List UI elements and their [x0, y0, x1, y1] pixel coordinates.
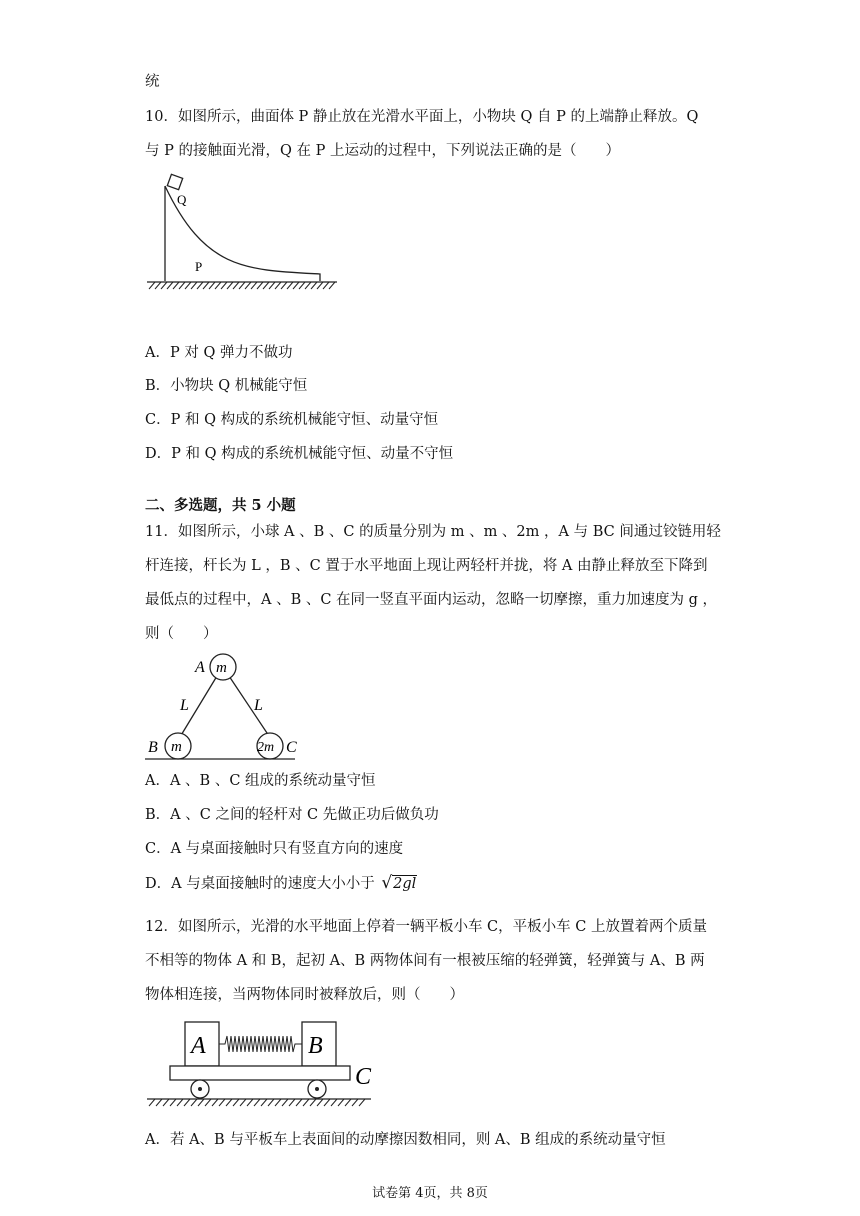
- q11-label-c: C: [286, 739, 297, 756]
- q12-line2: 不相等的物体 A 和 B，起初 A、B 两物体间有一根被压缩的轻弹簧，轻弹簧与 A、B 两: [145, 953, 705, 969]
- q11-line2: 杆连接，杆长为 L ，B 、C 置于水平地面上现让两轻杆并拢，将 A 由静止释放至下降到: [145, 558, 708, 574]
- q11-mass-a: m: [216, 660, 227, 676]
- q10-option-b: B．小物块 Q 机械能守恒: [145, 378, 308, 394]
- q11-line1: 11．如图所示，小球 A 、B 、C 的质量分别为 m 、m 、2m ，A 与 BC 间通过铰链用轻: [145, 524, 721, 540]
- q12-option-a: A．若 A、B 与平板车上表面间的动摩擦因数相同，则 A、B 组成的系统动量守恒: [145, 1132, 666, 1148]
- q11-option-a: A．A 、B 、C 组成的系统动量守恒: [145, 773, 376, 789]
- q12-line3: 物体相连接，当两物体同时被释放后，则（ ）: [145, 987, 464, 1003]
- q10-figure: [145, 170, 355, 295]
- q12-ground-hatch: [149, 1099, 365, 1106]
- q12-line1: 12．如图所示，光滑的水平地面上停着一辆平板小车 C，平板小车 C 上放置着两个质量: [145, 919, 707, 935]
- q11-mass-b: m: [171, 739, 182, 755]
- q12-label-a: A: [191, 1033, 206, 1059]
- q11-option-d: [145, 873, 417, 894]
- q10-line2: 与 P 的接触面光滑，Q 在 P 上运动的过程中，下列说法正确的是（ ）: [145, 143, 620, 159]
- q12-figure: [145, 1018, 385, 1113]
- q11-rod-right-label: L: [254, 697, 263, 714]
- page-footer: 试卷第 4页，共 8页: [372, 1186, 488, 1201]
- q11-line4: 则（ ）: [145, 626, 218, 642]
- q10-label-p: P: [195, 259, 203, 274]
- q10-line1: 10．如图所示，曲面体 P 静止放在光滑水平面上，小物块 Q 自 P 的上端静止释放。Q: [145, 109, 699, 125]
- sqrt-sign-icon: √: [381, 873, 393, 893]
- q11-option-d-text: D．A 与桌面接触时的速度大小小于: [145, 876, 375, 892]
- q11-line3: 最低点的过程中，A 、B 、C 在同一竖直平面内运动，忽略一切摩擦，重力加速度为 g ，: [145, 592, 718, 608]
- q11-option-c: C．A 与桌面接触时只有竖直方向的速度: [145, 841, 404, 857]
- top-fragment: 统: [145, 74, 160, 90]
- spring-icon: [219, 1036, 302, 1052]
- q10-option-a: A．P 对 Q 弹力不做功: [145, 345, 293, 361]
- q12-label-b: B: [308, 1033, 323, 1059]
- q11-rod-left-label: L: [180, 697, 189, 714]
- q11-label-b: B: [148, 739, 158, 756]
- q11-mass-c: 2m: [257, 740, 275, 755]
- q11-label-a: A: [195, 659, 205, 676]
- q10-option-d: D．P 和 Q 构成的系统机械能守恒、动量不守恒: [145, 446, 454, 462]
- section-2-title: 二、多选题，共 5 小题: [145, 497, 296, 514]
- q10-ground-hatch: [149, 282, 335, 289]
- q11-sqrt-formula: [381, 873, 417, 894]
- q11-figure: [145, 652, 315, 762]
- q10-option-c: C．P 和 Q 构成的系统机械能守恒、动量守恒: [145, 412, 439, 428]
- sqrt-radicand: 2gl: [393, 876, 417, 892]
- q12-label-c: C: [355, 1064, 372, 1090]
- q10-label-q: Q: [177, 192, 187, 207]
- q11-option-b: B．A 、C 之间的轻杆对 C 先做正功后做负功: [145, 807, 439, 823]
